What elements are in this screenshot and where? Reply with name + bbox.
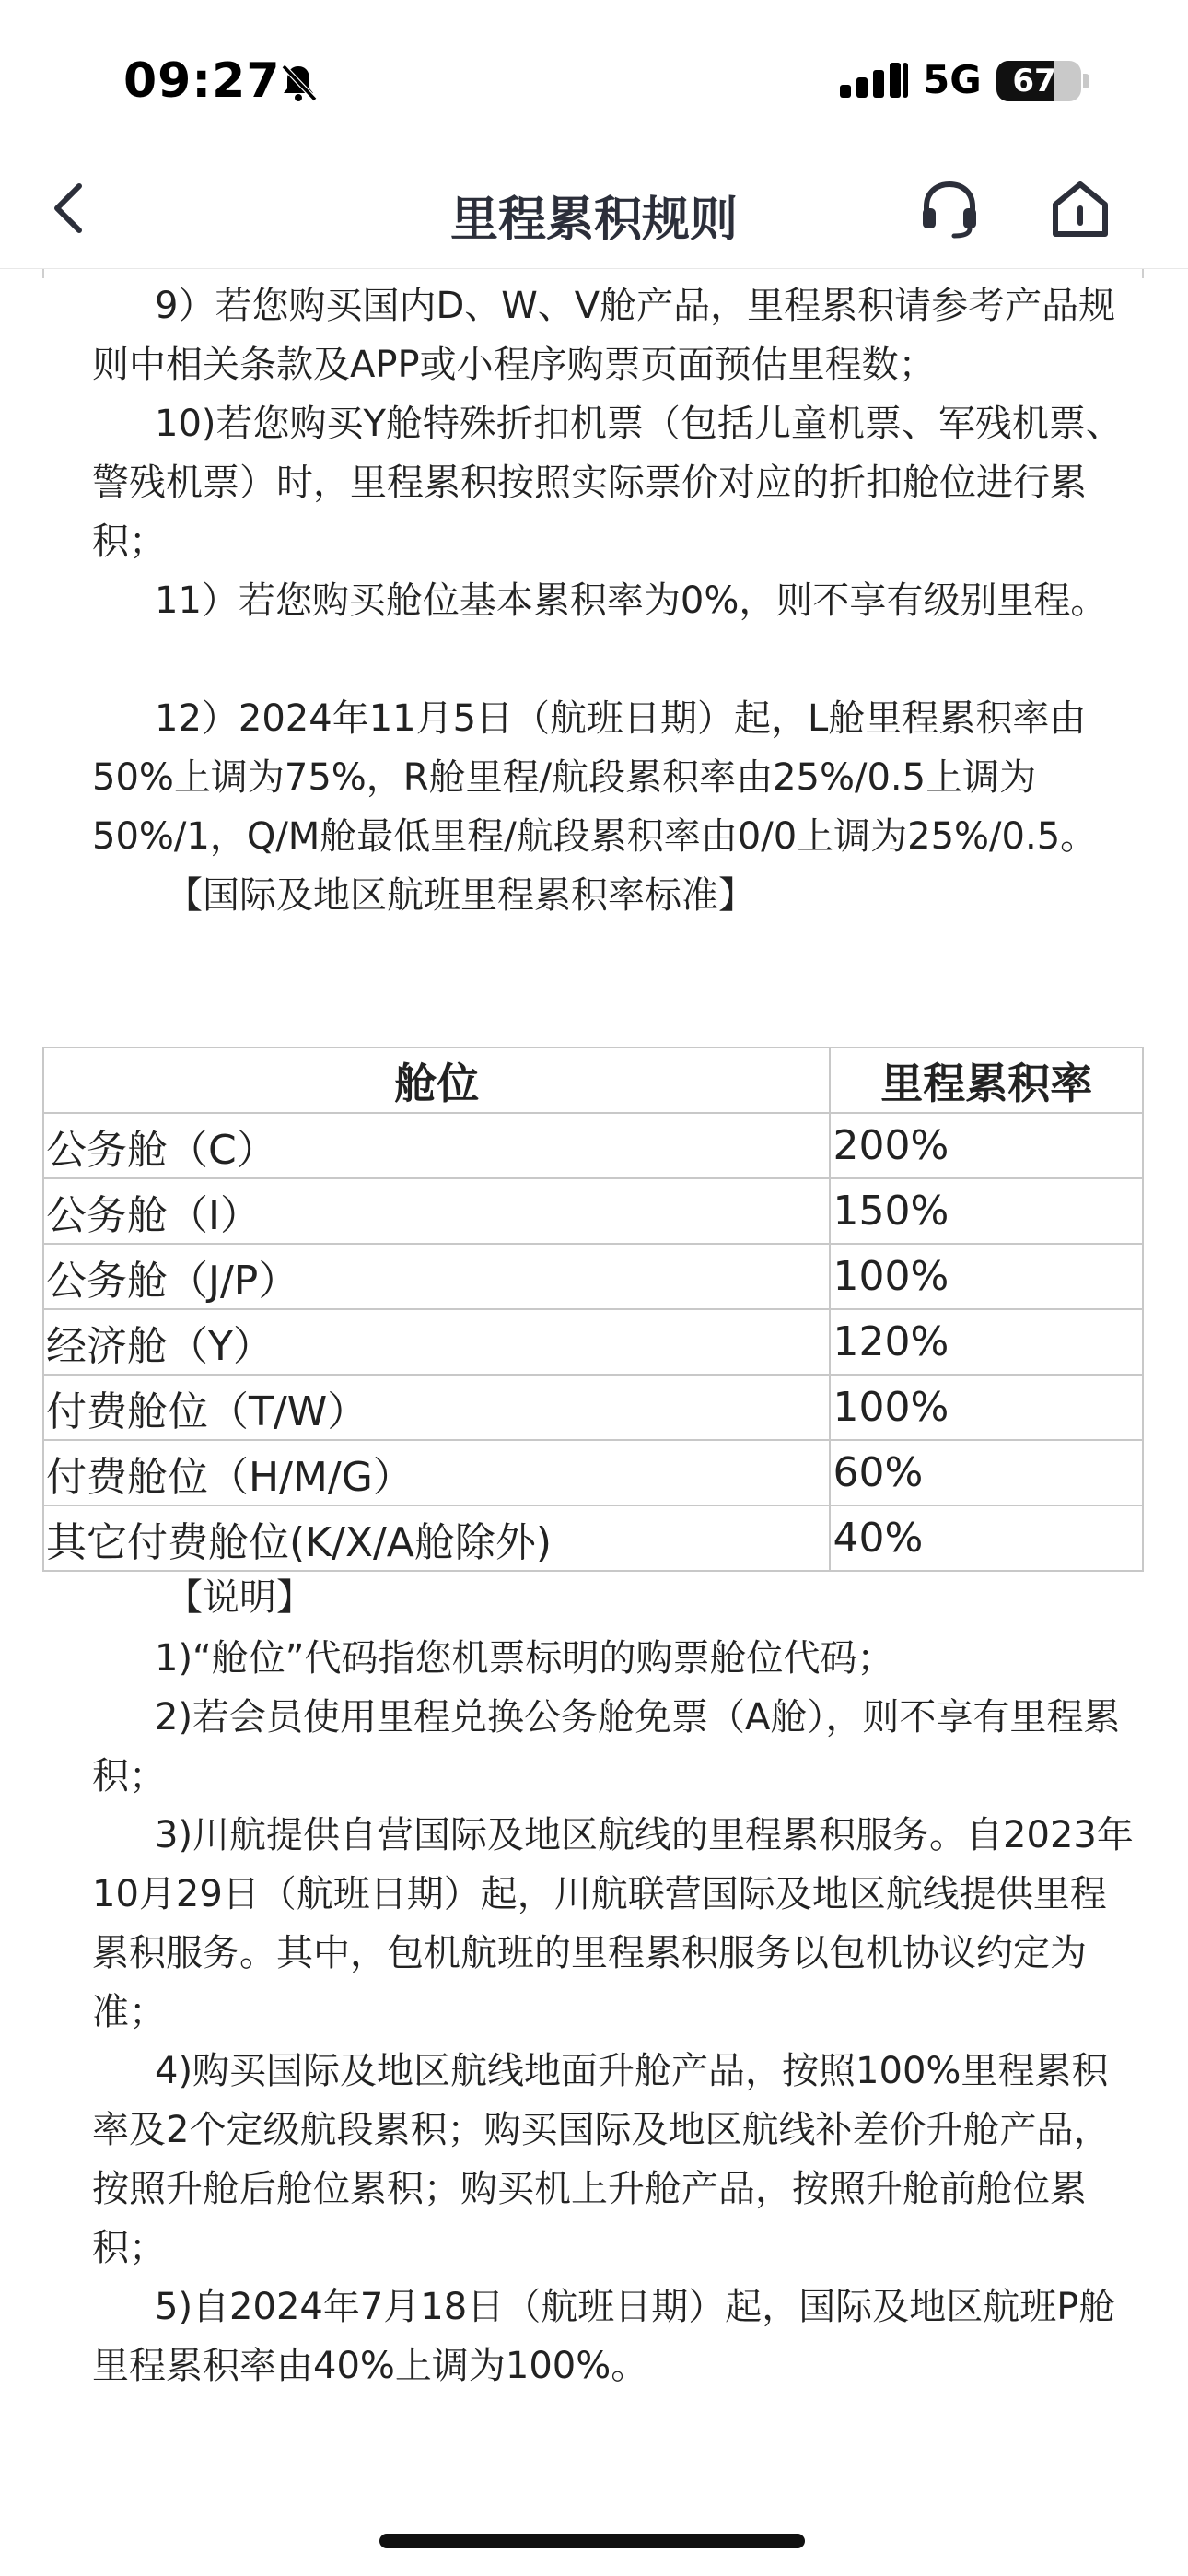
table-row bbox=[43, 1244, 1143, 1309]
table-row bbox=[43, 1113, 1143, 1178]
table-row bbox=[43, 1440, 1143, 1505]
note-paragraph: 5)自2024年7月18日（航班日期）起，国际及地区航班P舱里程累积率由40%上调为100%。 bbox=[92, 2286, 1116, 2387]
table-header-row bbox=[43, 1048, 1143, 1113]
table-row bbox=[43, 1505, 1143, 1571]
mileage-rate-table bbox=[42, 1047, 1144, 1572]
rate-cell: 40% bbox=[830, 1505, 1143, 1571]
table-row bbox=[43, 1178, 1143, 1244]
rate-cell: 200% bbox=[830, 1113, 1143, 1178]
cabin-cell: 公务舱（I） bbox=[43, 1178, 830, 1244]
home-icon[interactable] bbox=[1048, 177, 1112, 241]
note-paragraph: 2)若会员使用里程兑换公务舱免票（A舱），则不享有里程累积； bbox=[92, 1696, 1121, 1797]
rate-cell: 100% bbox=[830, 1375, 1143, 1440]
battery-icon bbox=[996, 61, 1081, 101]
table-row bbox=[43, 1309, 1143, 1375]
cabin-cell: 付费舱位（T/W） bbox=[43, 1375, 830, 1440]
cabin-cell: 其它付费舱位(K/X/A舱除外) bbox=[43, 1505, 830, 1571]
page-title: 里程累积规则 bbox=[449, 193, 738, 248]
notes-heading: 【说明】 bbox=[166, 1576, 313, 1619]
note-paragraph: 1)“舱位”代码指您机票标明的购票舱位代码； bbox=[155, 1637, 894, 1680]
rule-paragraph: 10)若您购买Y舱特殊折扣机票（包括儿童机票、军残机票、警残机票）时，里程累积按照实际票价对应的折扣舱位进行累积； bbox=[92, 403, 1123, 563]
cabin-cell: 公务舱（J/P） bbox=[43, 1244, 830, 1309]
status-bar bbox=[0, 0, 1188, 157]
battery-tip bbox=[1083, 74, 1089, 88]
rate-cell: 120% bbox=[830, 1309, 1143, 1375]
status-time: 09:27 bbox=[123, 53, 281, 109]
frame-edge-left bbox=[42, 269, 44, 278]
table-header-rate: 里程累积率 bbox=[830, 1048, 1143, 1113]
frame-edge-right bbox=[1142, 269, 1144, 278]
note-paragraph: 3)川航提供自营国际及地区航线的里程累积服务。自2023年10月29日（航班日期）起，川航联营国际及地区航线提供里程累积服务。其中，包机航班的里程累积服务以包机协议约定为准； bbox=[92, 1814, 1134, 2033]
cellular-signal-icon bbox=[840, 61, 914, 101]
table-header-cabin: 舱位 bbox=[43, 1048, 830, 1113]
rate-cell: 60% bbox=[830, 1440, 1143, 1505]
table-row bbox=[43, 1375, 1143, 1440]
cabin-cell: 付费舱位（H/M/G） bbox=[43, 1440, 830, 1505]
nav-bar bbox=[0, 157, 1188, 269]
rate-cell: 150% bbox=[830, 1178, 1143, 1244]
cabin-cell: 公务舱（C） bbox=[43, 1113, 830, 1178]
rule-paragraph: 12）2024年11月5日（航班日期）起，L舱里程累积率由50%上调为75%，R舱里程/航段累积率由25%/0.5上调为50%/1，Q/M舱最低里程/航段累积率由0/0上调为25%/0.5。 bbox=[92, 697, 1098, 858]
rate-cell: 100% bbox=[830, 1244, 1143, 1309]
rule-paragraph: 9）若您购买国内D、W、V舱产品，里程累积请参考产品规则中相关条款及APP或小程序购票页面预估里程数； bbox=[92, 285, 1116, 386]
intl-section-heading: 【国际及地区航班里程累积率标准】 bbox=[166, 874, 755, 917]
note-paragraph: 4)购买国际及地区航线地面升舱产品，按照100%里程累积率及2个定级航段累积；购买国际及地区航线补差价升舱产品，按照升舱后舱位累积；购买机上升舱产品，按照升舱前舱位累积； bbox=[92, 2050, 1111, 2269]
bell-muted-icon bbox=[276, 61, 320, 105]
battery-percent: 67 bbox=[1012, 63, 1056, 100]
network-type: 5G bbox=[923, 57, 982, 102]
cabin-cell: 经济舱（Y） bbox=[43, 1309, 830, 1375]
rule-paragraph: 11）若您购买舱位基本累积率为0%，则不享有级别里程。 bbox=[155, 580, 1108, 622]
home-indicator[interactable] bbox=[379, 2534, 805, 2548]
customer-service-headset-icon[interactable] bbox=[917, 177, 982, 241]
